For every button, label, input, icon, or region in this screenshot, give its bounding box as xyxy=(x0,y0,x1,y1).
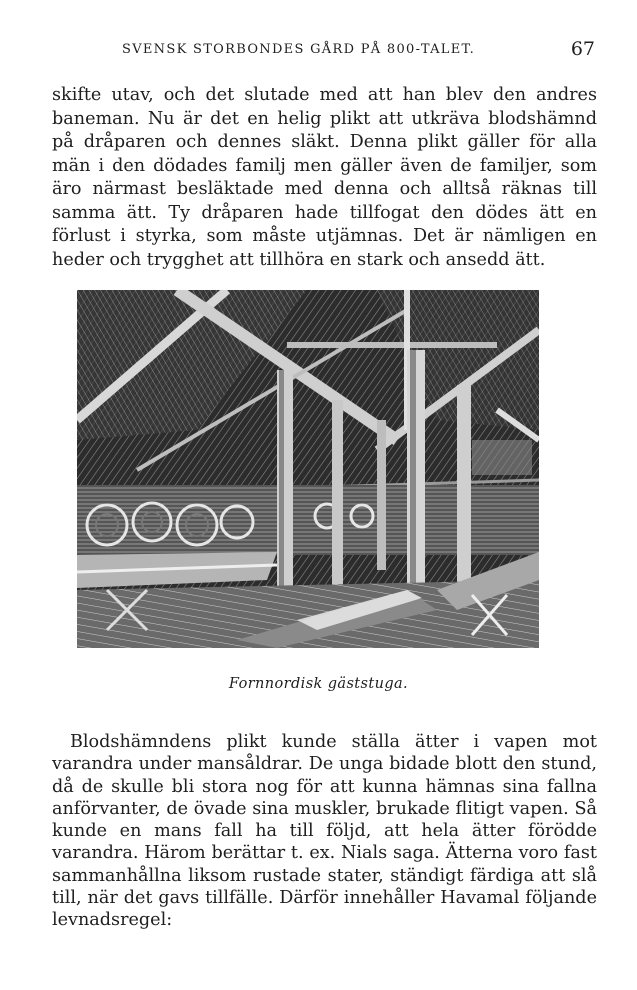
hall-illustration xyxy=(77,290,539,648)
body-paragraph-2: Blodshämndens plikt kunde ställa ätter i vapen mot varandra under mansåldrar. De unga bidade blott den stund, då de skulle bli stora nog för att kunna hämnas sina fallna anförvanter, de övade sina muskler, brukade flitigt vapen. Så kunde en mans fall ha till följd, att hela ätter förödde varandra. Härom berättar t. ex. Nials saga. Ätterna voro fast sammanhållna liksom rustade stater, ständigt färdiga att slå till, när det gavs tillfälle. Därför innehåller Havamal följande levnadsregel: xyxy=(52,732,597,931)
running-title: SVENSK STORBONDES GÅRD PÅ 800-TALET. xyxy=(122,42,475,57)
page-number: 67 xyxy=(570,38,595,60)
body-paragraph-1: skifte utav, och det slutade med att han blev den andres baneman. Nu är det en helig plikt att utkräva blodshämnd på dråparen och dennes släkt. Denna plikt gäller för alla män i den dödades familj men gäller även de familjer, som äro närmast besläktade med denna och alltså räknas till samma ätt. Ty dråparen hade tillfogat den dödes ätt en förlust i styrka, som måste utjämnas. Det är nämligen en heder och trygghet att tillhöra en stark och ansedd ätt. xyxy=(52,85,597,270)
running-head xyxy=(60,38,595,62)
figure-caption: Fornnordisk gäststuga. xyxy=(228,676,409,692)
